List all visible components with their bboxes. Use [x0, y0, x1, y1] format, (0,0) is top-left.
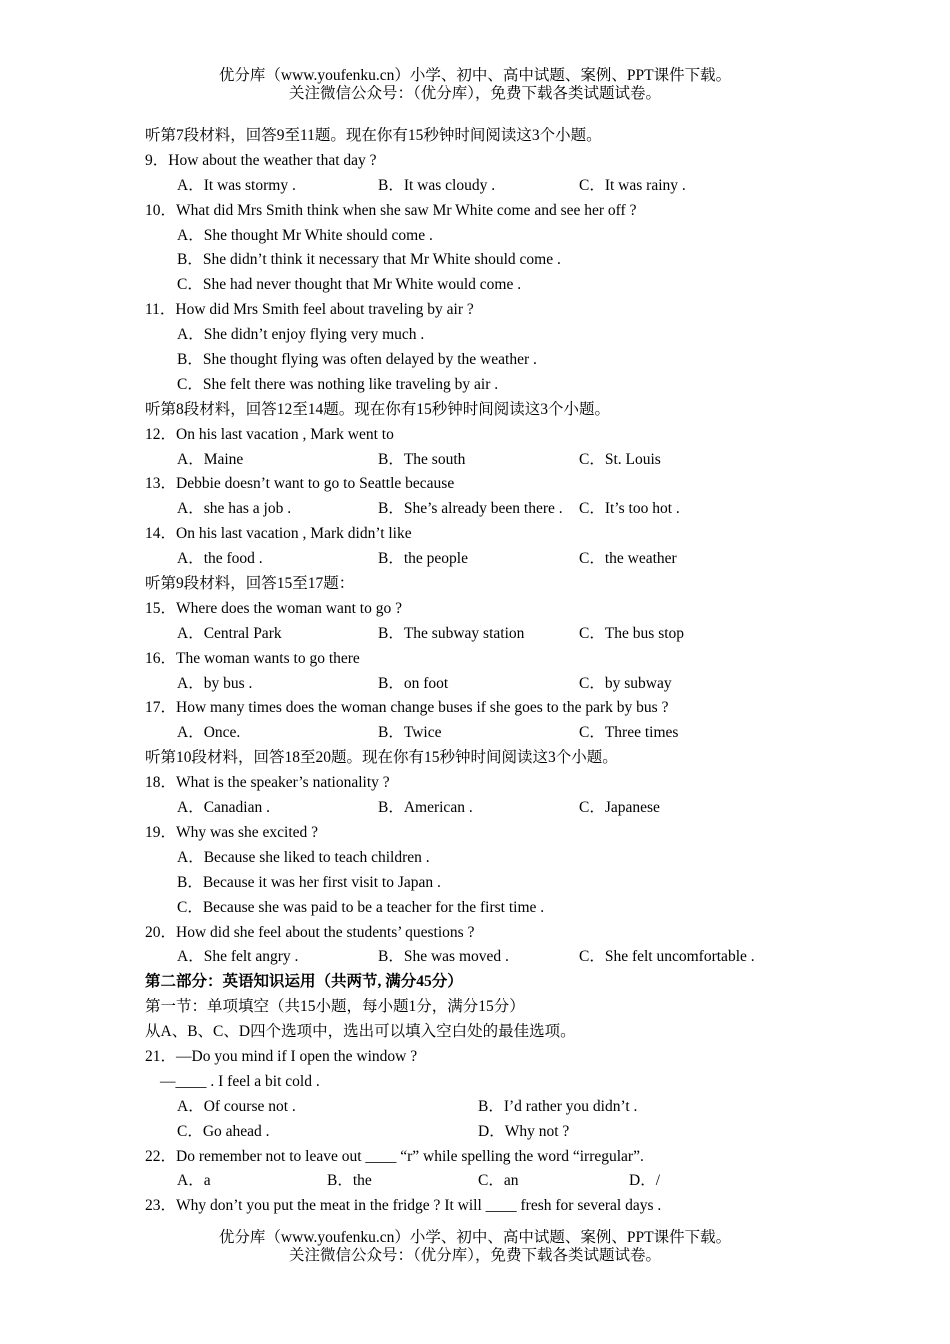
q14-option-c: C．the weather — [579, 550, 677, 568]
q17-option-c: C．Three times — [579, 724, 679, 742]
q15-option-b: B．The subway station — [378, 624, 525, 642]
q11-option-c: C．She felt there was nothing like traveling by air . — [177, 375, 499, 393]
q21-option-a: A．Of course not . — [177, 1097, 296, 1115]
q18-option-a: A．Canadian . — [177, 799, 270, 817]
q15-options — [145, 622, 845, 647]
q15-option-c: C．The bus stop — [579, 624, 685, 642]
q20-option-c: C．She felt uncomfortable . — [579, 948, 755, 966]
q18-option-c: C．Japanese — [579, 799, 660, 817]
q22-stem: 22．Do remember not to leave out ____ “r” while spelling the word “irregular”. — [145, 1147, 644, 1165]
q18-options — [145, 796, 845, 821]
q16-option-b: B．on foot — [378, 674, 449, 692]
q22-option-d: D．/ — [629, 1172, 661, 1190]
q19-option-b: B．Because it was her first visit to Japan . — [177, 873, 441, 891]
header-line-2: 关注微信公众号：（优分库），免费下载各类试题试卷。 — [288, 85, 661, 102]
q14-options — [145, 547, 845, 572]
q19-option-c: C．Because she was paid to be a teacher for the first time . — [177, 898, 545, 916]
q16-options — [145, 672, 845, 697]
q21-option-b: B．I’d rather you didn’t . — [478, 1097, 638, 1115]
q9-options — [145, 174, 845, 199]
q17-stem: 17．How many times does the woman change buses if she goes to the park by bus ? — [145, 699, 669, 717]
footer-line-2: 关注微信公众号：（优分库），免费下载各类试题试卷。 — [288, 1247, 661, 1264]
q12-option-b: B．The south — [378, 450, 466, 468]
q13-option-c: C．It’s too hot . — [579, 500, 680, 518]
q11-option-a: A．She didn’t enjoy flying very much . — [177, 326, 425, 344]
q15-option-a: A．Central Park — [177, 624, 282, 642]
q21-option-c: C．Go ahead . — [177, 1122, 270, 1140]
q21-options-row-2 — [145, 1120, 845, 1145]
q21-stem: 21．—Do you mind if I open the window ? — [145, 1047, 418, 1065]
q22-option-b: B．the — [327, 1172, 372, 1190]
q19-stem: 19．Why was she excited ? — [145, 823, 319, 841]
q13-options — [145, 497, 845, 522]
part-2-instruction: 从A、B、C、D四个选项中，选出可以填入空白处的最佳选项。 — [145, 1023, 576, 1041]
q22-option-a: A．a — [177, 1172, 211, 1190]
q14-stem: 14．On his last vacation , Mark didn’t like — [145, 525, 412, 543]
part-2-title: 第二部分：英语知识运用（共两节, 满分45分） — [145, 973, 463, 991]
q21-option-d: D．Why not ? — [478, 1122, 570, 1140]
q21-stem-continued: —____ . I feel a bit cold . — [160, 1072, 320, 1090]
q18-option-b: B．American . — [378, 799, 473, 817]
q20-option-a: A．She felt angry . — [177, 948, 299, 966]
q17-options — [145, 721, 845, 746]
q10-stem: 10．What did Mrs Smith think when she saw Mr White come and see her off ? — [145, 201, 637, 219]
page-header — [0, 67, 950, 103]
q9-option-a: A．It was stormy . — [177, 176, 296, 194]
q13-option-b: B．She’s already been there . — [378, 500, 563, 518]
q22-options — [145, 1169, 845, 1194]
footer-line-1: 优分库（www.youfenku.cn）小学、初中、高中试题、案例、PPT课件下载。 — [218, 1229, 732, 1246]
q12-option-a: A．Maine — [177, 450, 244, 468]
q20-options — [145, 945, 845, 970]
q16-option-c: C．by subway — [579, 674, 672, 692]
q23-stem: 23．Why don’t you put the meat in the fridge ? It will ____ fresh for several days . — [145, 1197, 662, 1215]
q16-option-a: A．by bus . — [177, 674, 253, 692]
section-8-intro: 听第8段材料，回答12至14题。现在你有15秒钟时间阅读这3个小题。 — [145, 400, 611, 418]
q10-option-c: C．She had never thought that Mr White would come . — [177, 276, 522, 294]
q12-options — [145, 448, 845, 473]
header-line-1: 优分库（www.youfenku.cn）小学、初中、高中试题、案例、PPT课件下载。 — [218, 67, 732, 84]
q9-stem: 9．How about the weather that day ? — [145, 151, 377, 169]
q12-option-c: C．St. Louis — [579, 450, 661, 468]
section-7-intro: 听第7段材料，回答9至11题。现在你有15秒钟时间阅读这3个小题。 — [145, 127, 602, 144]
q22-option-c: C．an — [478, 1172, 519, 1190]
section-10-intro: 听第10段材料，回答18至20题。现在你有15秒钟时间阅读这3个小题。 — [145, 749, 618, 767]
q13-stem: 13．Debbie doesn’t want to go to Seattle because — [145, 475, 455, 493]
section-9-intro: 听第9段材料，回答15至17题： — [145, 575, 355, 593]
q19-option-a: A．Because she liked to teach children . — [177, 848, 430, 866]
page-footer — [0, 1229, 950, 1265]
q16-stem: 16．The woman wants to go there — [145, 649, 360, 667]
q14-option-a: A．the food . — [177, 550, 263, 568]
q20-stem: 20．How did she feel about the students’ questions ? — [145, 923, 475, 941]
part-2-section-1: 第一节：单项填空（共15小题，每小题1分，满分15分） — [145, 998, 525, 1016]
q17-option-a: A．Once. — [177, 724, 241, 742]
q9-option-c: C．It was rainy . — [579, 176, 686, 194]
q11-stem: 11．How did Mrs Smith feel about traveling by air ? — [145, 301, 474, 319]
q20-option-b: B．She was moved . — [378, 948, 509, 966]
q21-options-row-1 — [145, 1095, 845, 1120]
exam-content — [145, 124, 845, 1219]
q12-stem: 12．On his last vacation , Mark went to — [145, 425, 394, 443]
q18-stem: 18．What is the speaker’s nationality ? — [145, 774, 390, 792]
q15-stem: 15．Where does the woman want to go ? — [145, 599, 402, 617]
q13-option-a: A．she has a job . — [177, 500, 292, 518]
q10-option-b: B．She didn’t think it necessary that Mr White should come . — [177, 251, 561, 269]
q14-option-b: B．the people — [378, 550, 468, 568]
q9-option-b: B．It was cloudy . — [378, 176, 496, 194]
q11-option-b: B．She thought flying was often delayed by the weather . — [177, 351, 537, 369]
q10-option-a: A．She thought Mr White should come . — [177, 226, 433, 244]
q17-option-b: B．Twice — [378, 724, 442, 742]
